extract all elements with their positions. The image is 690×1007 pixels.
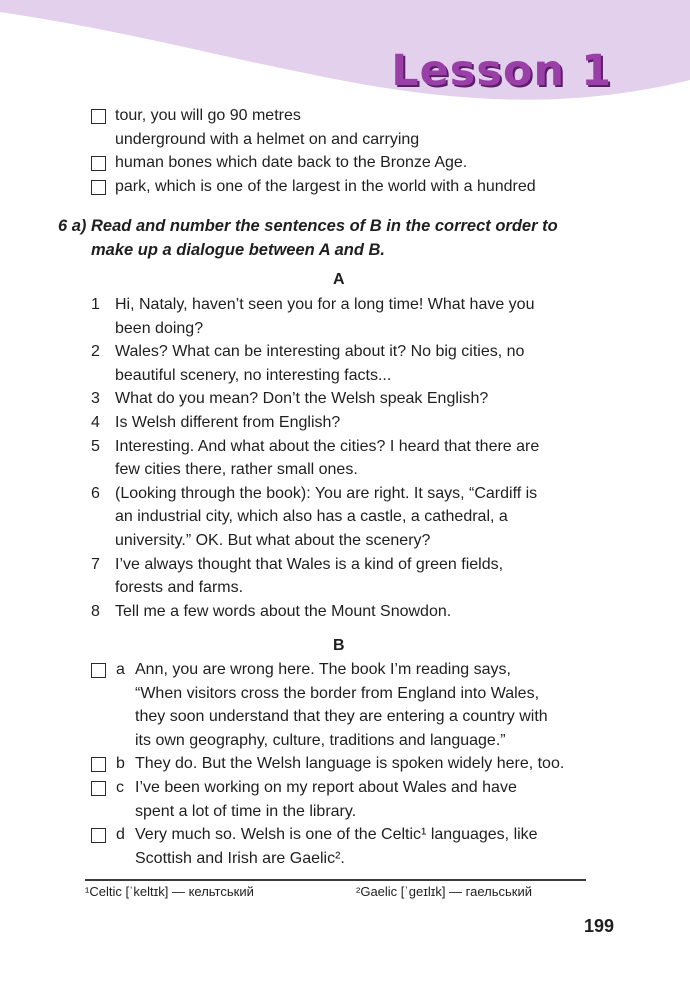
dialogue-line: they soon understand that they are entering a country with <box>135 708 548 726</box>
dialogue-line: Interesting. And what about the cities? I heard that there are <box>115 437 540 455</box>
dialogue-line: Wales? What can be interesting about it? No big cities, no <box>115 343 525 361</box>
dialogue-line: What do you mean? Don’t the Welsh speak English? <box>115 390 489 408</box>
item-number: 5 <box>91 437 100 455</box>
dialogue-line: Hi, Nataly, haven’t seen you for a long time! What have you <box>115 296 535 313</box>
dialogue-line: I’ve been working on my report about Wales and have <box>135 779 517 796</box>
item-number: 3 <box>91 390 100 408</box>
dialogue-line: Tell me a few words about the Mount Snowdon. <box>115 602 452 620</box>
text-line: tour, you will go 90 metres <box>115 107 301 124</box>
dialogue-line: I’ve always thought that Wales is a kind of green fields, <box>115 555 504 573</box>
item-number: 1 <box>91 296 100 313</box>
dialogue-line: been doing? <box>115 319 204 337</box>
text-line: human bones which date back to the Bronze Age. <box>115 154 468 171</box>
item-number: 6 <box>91 484 100 502</box>
item-number: 7 <box>91 555 100 573</box>
task-instruction: make up a dialogue between A and B. <box>91 241 386 259</box>
lesson-title: Lesson 1 <box>391 46 612 96</box>
footnote-gaelic: ²Gaelic [ˈgeɪlɪk] — гаельський <box>356 884 532 899</box>
dialogue-line: “When visitors cross the border from England into Wales, <box>135 684 540 702</box>
item-letter: a <box>116 661 125 678</box>
answer-checkbox[interactable] <box>91 180 106 195</box>
dialogue-line: university.” OK. But what about the scenery? <box>115 532 431 549</box>
footnote-rule <box>85 879 586 881</box>
dialogue-line: Scottish and Irish are Gaelic². <box>135 849 345 867</box>
answer-checkbox[interactable] <box>91 781 106 796</box>
section-heading-b: B <box>333 637 345 654</box>
task-instruction: 6 a) Read and number the sentences of B in the correct order to <box>58 217 558 235</box>
dialogue-line: Ann, you are wrong here. The book I’m reading says, <box>135 661 511 678</box>
dialogue-line: (Looking through the book): You are right. It says, “Cardiff is <box>115 484 538 502</box>
text-line: underground with a helmet on and carrying <box>115 131 420 148</box>
item-number: 8 <box>91 602 100 620</box>
section-heading-a: A <box>333 271 345 288</box>
dialogue-line: spent a lot of time in the library. <box>135 802 357 820</box>
dialogue-line: an industrial city, which also has a castle, a cathedral, a <box>115 508 508 526</box>
dialogue-line: They do. But the Welsh language is spoken widely here, too. <box>135 755 565 773</box>
item-letter: b <box>116 755 125 773</box>
dialogue-line: its own geography, culture, traditions and language.” <box>135 731 506 749</box>
answer-checkbox[interactable] <box>91 663 106 678</box>
dialogue-line: Very much so. Welsh is one of the Celtic¹ languages, like <box>135 826 538 844</box>
answer-checkbox[interactable] <box>91 757 106 772</box>
dialogue-line: few cities there, rather small ones. <box>115 461 358 479</box>
item-number: 4 <box>91 414 100 431</box>
item-letter: d <box>116 826 125 844</box>
footnote-celtic: ¹Celtic [ˈkeltɪk] — кельтський <box>85 884 254 899</box>
item-letter: c <box>116 779 124 796</box>
item-number: 2 <box>91 343 100 361</box>
dialogue-line: forests and farms. <box>115 579 244 597</box>
dialogue-line: beautiful scenery, no interesting facts... <box>115 366 392 384</box>
text-line: park, which is one of the largest in the world with a hundred <box>115 178 536 195</box>
dialogue-line: Is Welsh different from English? <box>115 414 341 431</box>
page-number: 199 <box>583 916 614 936</box>
answer-checkbox[interactable] <box>91 156 106 171</box>
answer-checkbox[interactable] <box>91 109 106 124</box>
answer-checkbox[interactable] <box>91 828 106 843</box>
